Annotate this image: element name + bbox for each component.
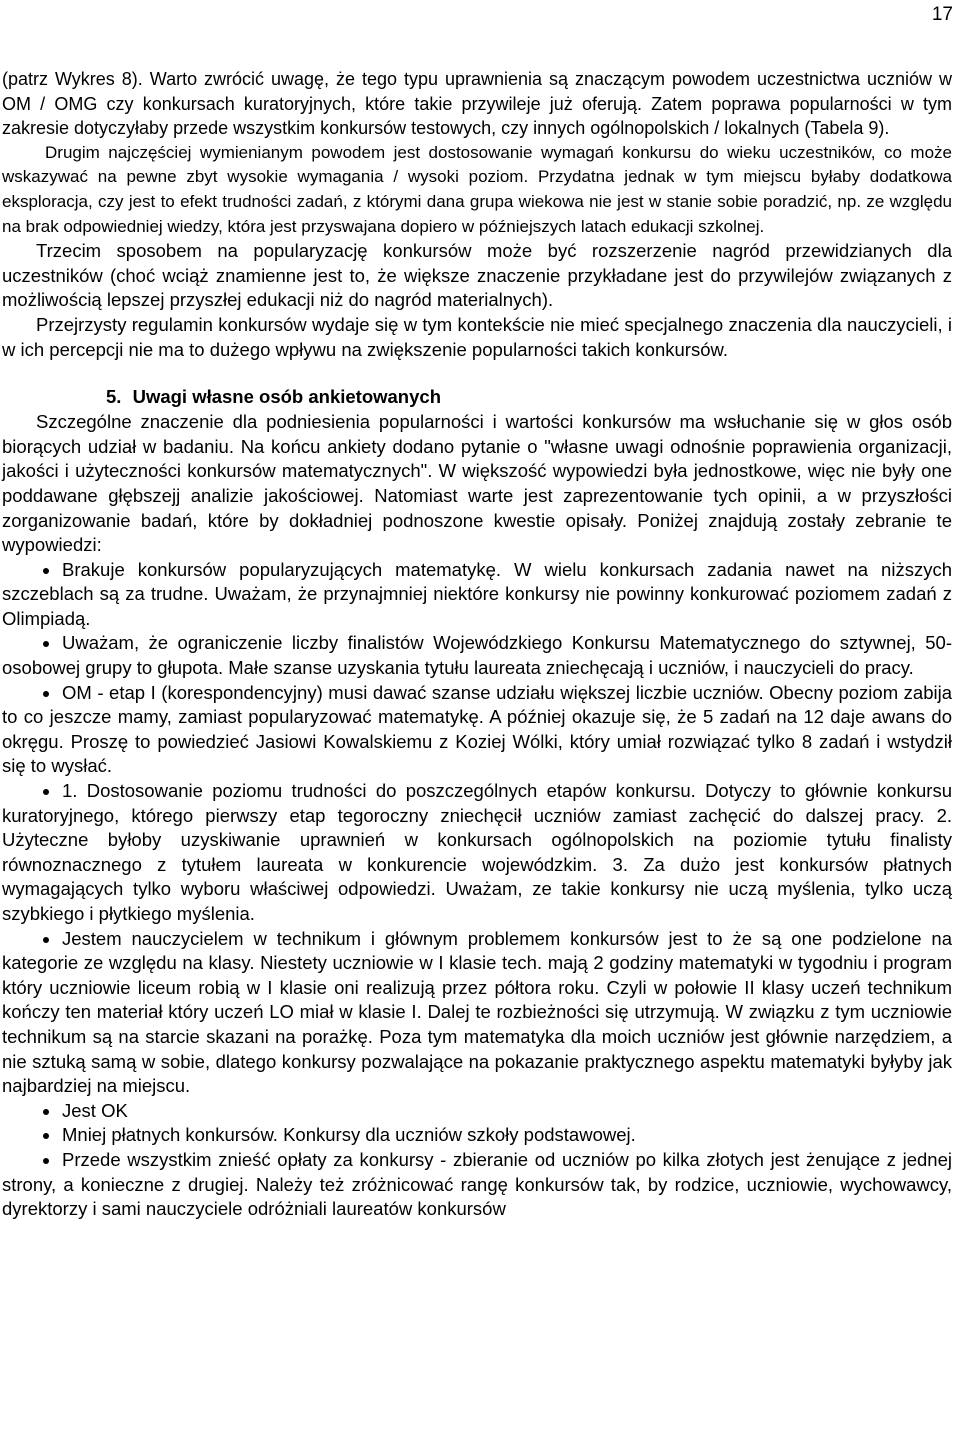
list-item — [2, 558, 952, 632]
section-intro-paragraph: Szczególne znaczenie dla podniesienia popularności i wartości konkursów ma wsłuchanie się w głos osób biorących udział w badaniu. Na końcu ankiety dodano pytanie o "własne uwagi odnośnie poprawienia organizacji, jakości i użyteczności konkursów matematycznych". W większość wypowiedzi była jednostkowe, więc nie były one poddawane głębszejj analizie jakościowej. Natomiast warte jest zaprezentowanie tych opinii, a w przyszłości zorganizowanie badań, które by dokładniej podnoszone kwestie opisały. Poniżej znajdują zostały zebranie te wypowiedzi: — [2, 411, 952, 556]
responses-list — [0, 558, 960, 1222]
list-item-text: Mniej płatnych konkursów. Konkursy dla uczniów szkoły podstawowej. — [62, 1124, 636, 1146]
list-item — [2, 631, 952, 680]
page-number: 17 — [931, 4, 953, 25]
bullet-icon — [43, 1109, 49, 1115]
list-item-text: Przede wszystkim znieść opłaty za konkursy - zbieranie od uczniów po kilka złotych jest żenujące z jednej strony, a konieczne z drugiej. Należy też zróżnicować rangę konkursów tak, by rodzice, uczniowie, wychowawcy, dyrektorzy i sami nauczyciele odróżniali laureatów konkursów — [2, 1148, 952, 1220]
paragraph-intro-2: Drugim najczęściej wymienianym powodem jest dostosowanie wymagań konkursu do wieku uczestników, co może wskazywać na pewne zbyt wysokie wymagania / wysoki poziom. Przydatna jednak w tym miejscu byłaby dodatkowa eksploracja, czy jest to efekt trudności zadań, z którymi dana grupa wiekowa nie jest w stanie sobie poradzić, np. ze względu na brak odpowiedniej wiedzy, która jest przyswajana dopiero w późniejszych latach edukacji szkolnej. — [2, 142, 952, 236]
bullet-icon — [43, 568, 49, 574]
list-item-text: Brakuje konkursów popularyzujących matematykę. W wielu konkursach zadania nawet na niższych szczeblach są za trudne. Uważam, że przynajmniej niektóre konkursy nie powinny konkurować poziomem zadań z Olimpiadą. — [2, 558, 952, 629]
bullet-icon — [43, 641, 49, 647]
bullet-icon — [43, 937, 49, 943]
list-item-text: Jestem nauczycielem w technikum i głównym problemem konkursów jest to że są one podzielone na kategorie ze względu na klasy. Niestety uczniowie w I klasie tech. mają 2 godziny matematyki w tygodniu i program który uczniowie liceum robią w I klasie oni realizują przez półtora roku. Czyli w połowie II klasy uczeń technikum kończy ten materiał który uczeń LO miał w klasie I. Dalej te rozbieżności się utrzymują. W związku z tym uczniowie technikum są na starcie skazani na porażkę. Poza tym matematyka dla moich uczniów jest głównie narzędziem, a nie sztuką samą w sobie, dlatego konkursy pozwalające na pokazanie praktycznego aspektu matematyki byłyby jak najbardziej na miejscu. — [2, 927, 952, 1097]
list-item — [2, 1148, 952, 1222]
list-item-text: Uważam, że ograniczenie liczby finalistów Wojewódzkiego Konkursu Matematycznego do sztywnej, 50-osobowej grupy to głupota. Małe szanse uzyskania tytułu laureata zniechęcają i uczniów, i nauczycieli do pracy. — [2, 632, 952, 679]
list-item-text: 1. Dostosowanie poziomu trudności do poszczególnych etapów konkursu. Dotyczy to głównie konkursu kuratoryjnego, którego pierwszy etap tegoroczny zniechęcił uczniów zamiast zachęcić do dalszej pracy. 2. Użyteczne byłoby uzyskiwanie uprawnień w konkursach ogólnopolskich na poziomie tytułu finalisty równoznacznego z tytułem laureata w konkurencie wojewódzkim. 3. Za dużo jest konkursów płatnych wymagających tylko wyboru właściwej odpowiedzi. Uważam, ze takie konkursy nie uczą myślenia, tylko uczą szybkiego i płytkiego myślenia. — [2, 780, 952, 924]
list-item — [2, 779, 952, 927]
document-body — [0, 67, 960, 1222]
bullet-icon — [43, 1133, 49, 1139]
section-number: 5. — [106, 386, 122, 408]
list-item — [2, 927, 952, 1099]
list-item — [2, 1099, 952, 1124]
section-heading — [0, 384, 960, 410]
bullet-icon — [43, 691, 49, 697]
list-item — [2, 1123, 952, 1148]
list-item-text: Jest OK — [62, 1099, 128, 1121]
list-item — [2, 681, 952, 779]
paragraph-intro-1: (patrz Wykres 8). Warto zwrócić uwagę, że tego typu uprawnienia są znaczącym powodem uczestnictwa uczniów w OM / OMG czy konkursach kuratoryjnych, które takie przywileje już oferują. Zatem poprawa popularności w tym zakresie dotyczyłaby przede wszystkim konkursów testowych, czy innych ogólnopolskich / lokalnych (Tabela 9). — [2, 69, 952, 139]
paragraph-intro-4: Przejrzysty regulamin konkursów wydaje się w tym kontekście nie mieć specjalnego znaczenia dla nauczycieli, i w ich percepcji nie ma to dużego wpływu na zwiększenie popularności takich konkursów. — [2, 313, 952, 360]
bullet-icon — [43, 789, 49, 795]
section-title: Uwagi własne osób ankietowanych — [132, 386, 441, 408]
paragraph-intro-3: Trzecim sposobem na popularyzację konkursów może być rozszerzenie nagród przewidzianych dla uczestników (choć wciąż znamienne jest to, że większe znaczenie przykładane jest do przywilejów związanych z możliwością lepszej przyszłej edukacji niż do nagród materialnych). — [2, 240, 952, 311]
list-item-text: OM - etap I (korespondencyjny) musi dawać szanse udziału większej liczbie uczniów. Obecny poziom zabija to co jeszcze mamy, zamiast popularyzować matematykę. A później okazuje się, że 5 zadań na 12 daje awans do okręgu. Proszę to powiedzieć Jasiowi Kowalskiemu z Koziej Wólki, który umiał rozwiązać tylko 8 zadań i wstydził się to wysłać. — [2, 681, 952, 777]
bullet-icon — [43, 1158, 49, 1164]
